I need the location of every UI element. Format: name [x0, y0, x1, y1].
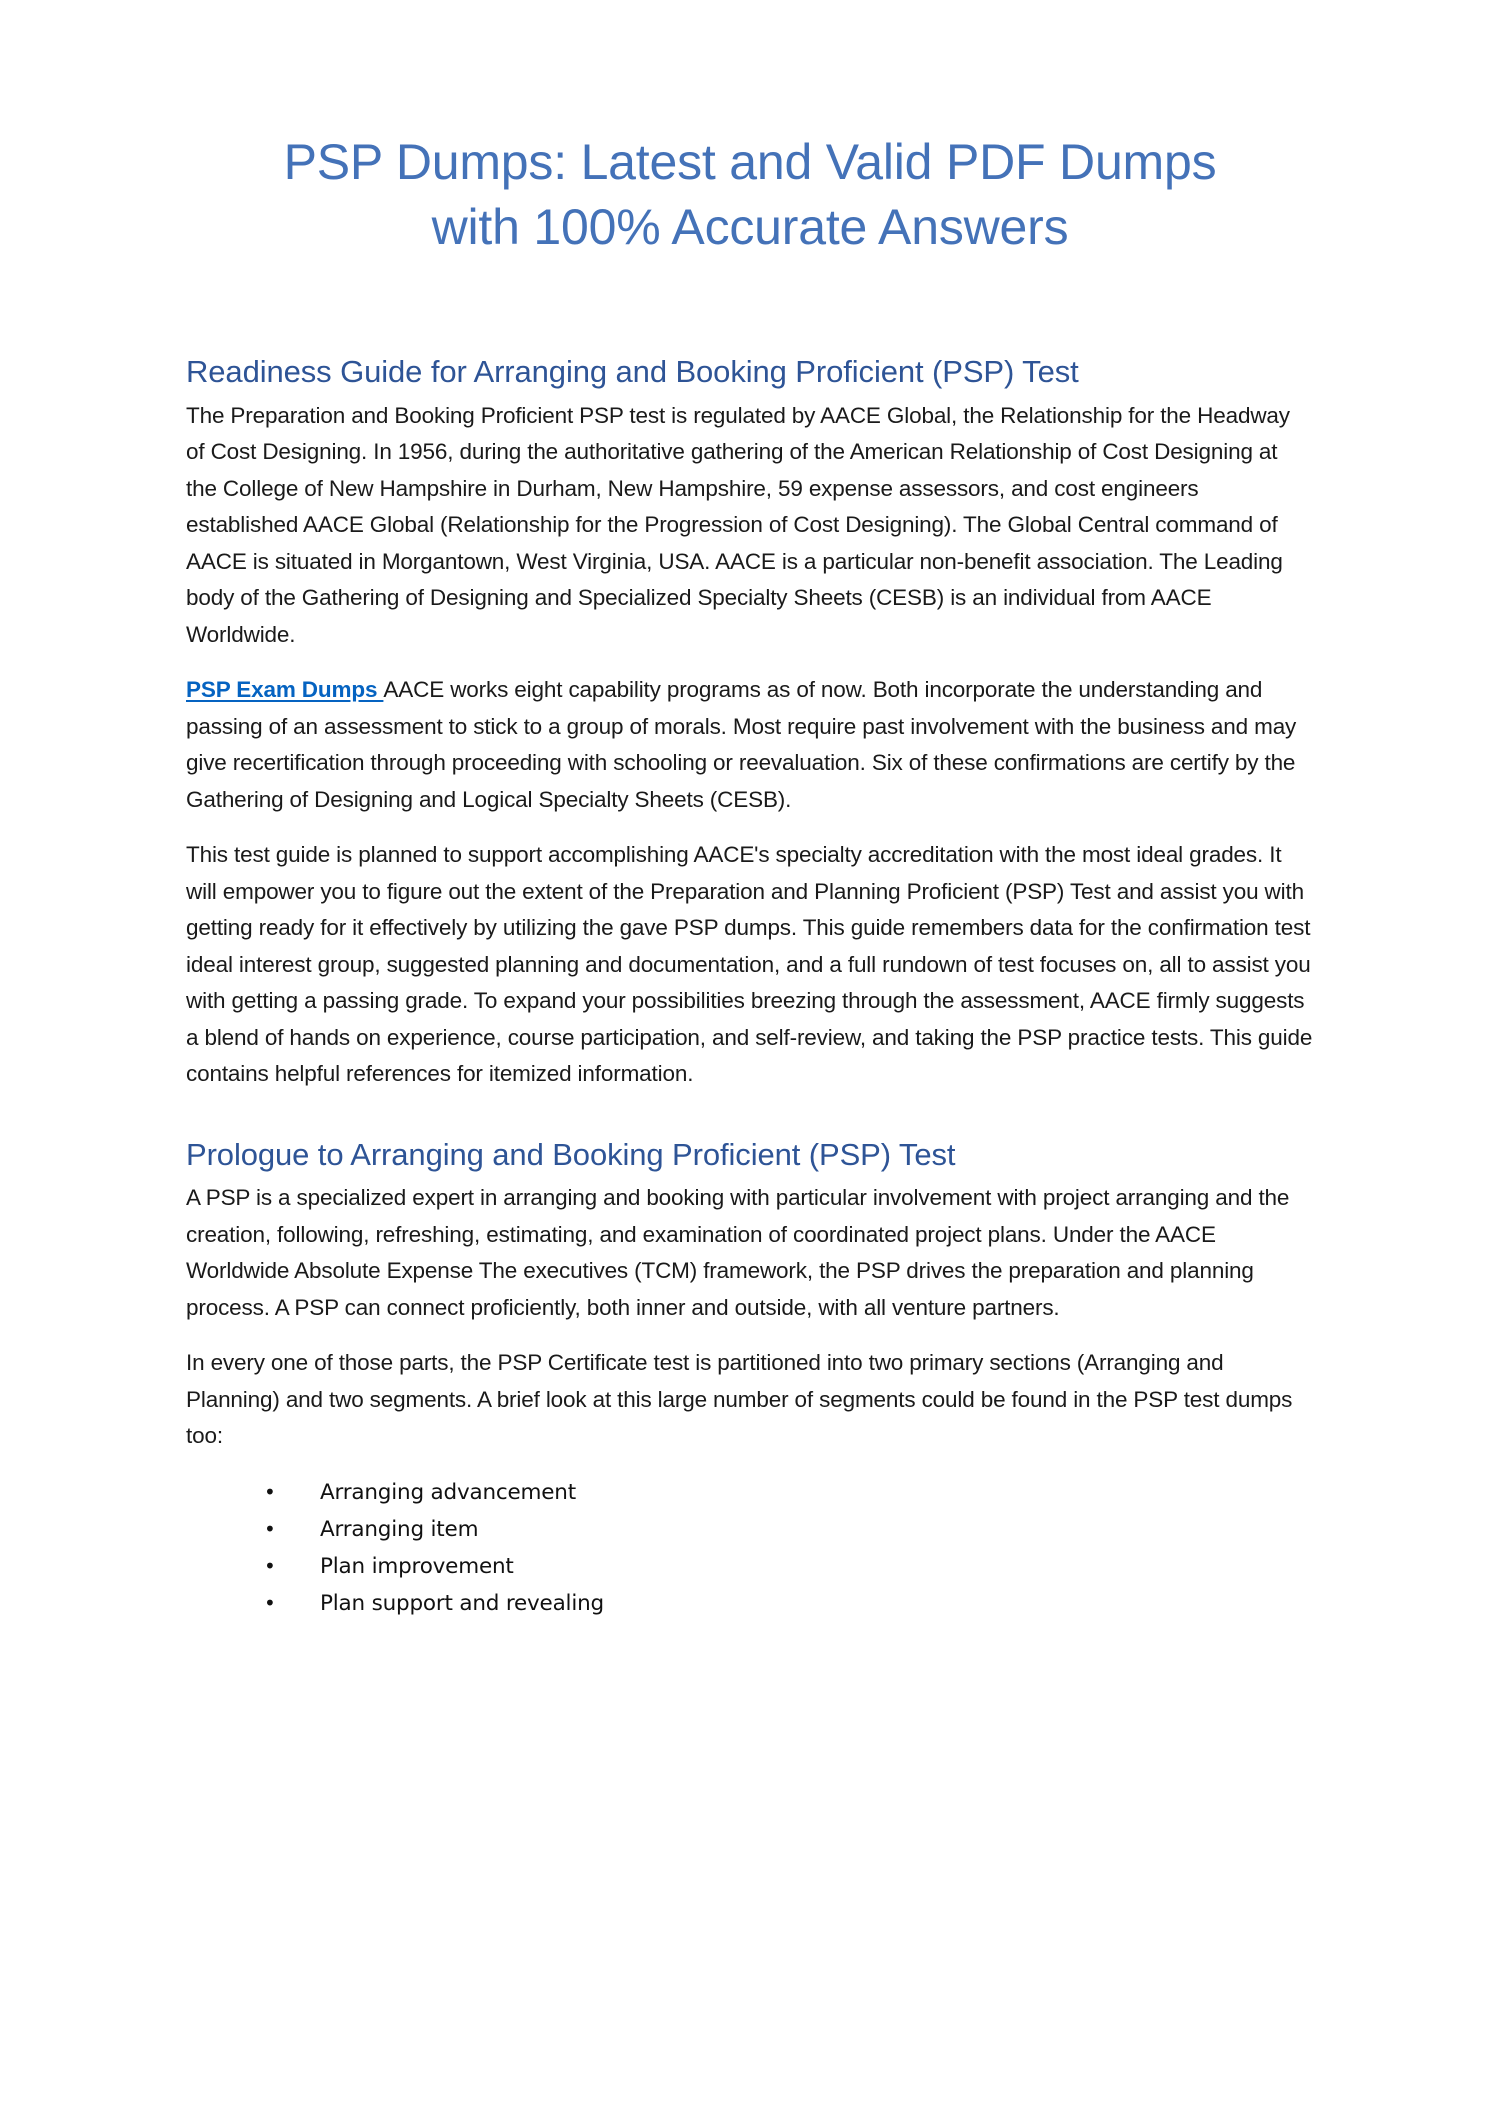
list-item	[186, 1474, 1314, 1511]
paragraph-certification-programs	[186, 672, 1314, 818]
paragraph-exam-sections: In every one of those parts, the PSP Certificate test is partitioned into two primary sections (Arranging and Planning) and two segments. A brief look at this large number of segments could be found in the PSP test dumps too:	[186, 1350, 1293, 1449]
psp-exam-dumps-link[interactable]: PSP Exam Dumps	[186, 677, 384, 703]
document-content	[186, 130, 1314, 1622]
document-title	[186, 130, 1314, 260]
bullet-icon: •	[264, 1479, 276, 1504]
section-prologue	[186, 1135, 1314, 1622]
section-gap	[186, 1093, 1314, 1135]
list-item	[186, 1548, 1314, 1585]
paragraph-test-guide-overview: This test guide is planned to support accomplishing AACE's specialty accreditation with the most ideal grades. It will empower you to figure out the extent of the Preparation and Planning Proficient (PSP) Test and assist you with getting ready for it effectively by utilizing the gave PSP dumps. This guide remembers data for the confirmation test ideal interest group, suggested planning and documentation, and a full rundown of test focuses on, all to assist you with getting a passing grade. To expand your possibilities breezing through the assessment, AACE firmly suggests a blend of hands on experience, course participation, and self-review, and taking the PSP practice tests. This guide contains helpful references for itemized information.	[186, 842, 1313, 1087]
section-readiness-guide	[186, 352, 1314, 1093]
paragraph-readiness-intro: The Preparation and Booking Proficient PSP test is regulated by AACE Global, the Relationship for the Headway of Cost Designing. In 1956, during the authoritative gathering of the American Relationship of Cost Designing at the College of New Hampshire in Durham, New Hampshire, 59 expense assessors, and cost engineers established AACE Global (Relationship for the Progression of Cost Designing). The Global Central command of AACE is situated in Morgantown, West Virginia, USA. AACE is a particular non-benefit association. The Leading body of the Gathering of Designing and Specialized Specialty Sheets (CESB) is an individual from AACE Worldwide.	[186, 402, 1290, 647]
exam-segments-list	[186, 1474, 1314, 1622]
bullet-icon: •	[264, 1590, 276, 1615]
document-title-line-1: PSP Dumps: Latest and Valid PDF Dumps	[283, 134, 1217, 190]
bullet-icon: •	[264, 1553, 276, 1578]
list-item-label: Arranging item	[320, 1516, 479, 1542]
list-item-label: Plan improvement	[320, 1553, 514, 1579]
list-item-label: Plan support and revealing	[320, 1590, 604, 1616]
paragraph-certification-programs-text: AACE works eight capability programs as of now. Both incorporate the understanding and passing of an assessment to stick to a group of morals. Most require past involvement with the business and may give recertification through proceeding with schooling or reevaluation. Six of these confirmations are certify by the Gathering of Designing and Logical Specialty Sheets (CESB).	[186, 677, 1297, 812]
title-spacer	[186, 260, 1314, 352]
section-heading-prologue: Prologue to Arranging and Booking Proficient (PSP) Test	[186, 1136, 956, 1172]
list-item	[186, 1511, 1314, 1548]
paragraph-psp-definition: A PSP is a specialized expert in arranging and booking with particular involvement with project arranging and the creation, following, refreshing, estimating, and examination of coordinated project plans. Under the AACE Worldwide Absolute Expense The executives (TCM) framework, the PSP drives the preparation and planning process. A PSP can connect proficiently, both inner and outside, with all venture partners.	[186, 1185, 1290, 1320]
bullet-icon: •	[264, 1516, 276, 1541]
document-title-line-2: with 100% Accurate Answers	[431, 199, 1069, 255]
list-item-label: Arranging advancement	[320, 1479, 576, 1505]
section-heading-readiness-guide: Readiness Guide for Arranging and Booking Proficient (PSP) Test	[186, 354, 1079, 389]
list-item	[186, 1585, 1314, 1622]
